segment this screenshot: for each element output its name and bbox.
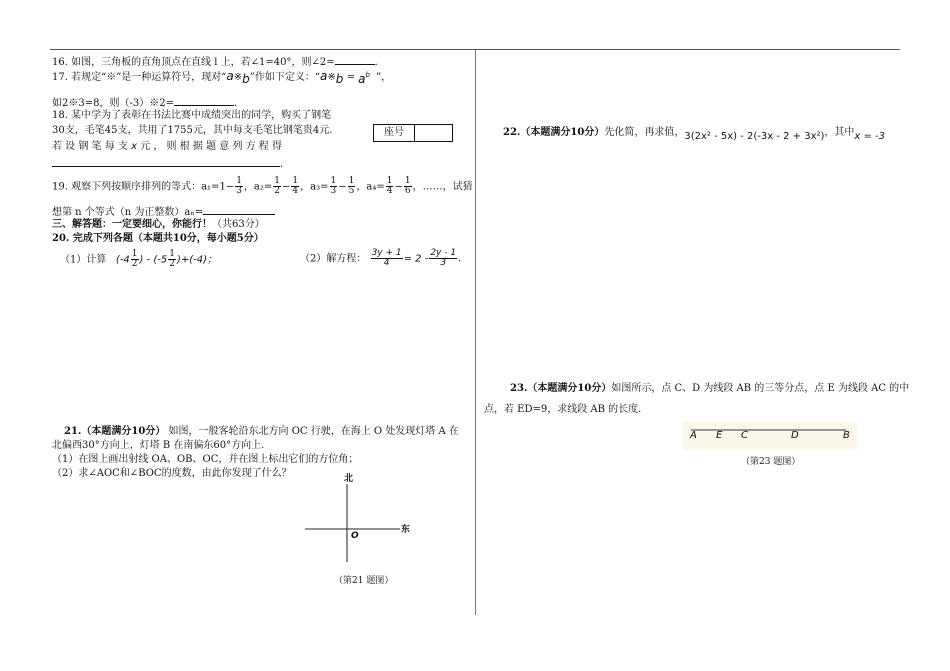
question-20-part2: （2）解方程： $\frac{3y + 1}{4}$ = 2 - $\frac{2y - 1}{3}$ . bbox=[300, 248, 462, 269]
question-18-line4: . bbox=[52, 157, 283, 170]
question-19-line1: 19. 观察下列按顺序排列的等式：a₁=1− $\frac{1}{3}$ ，a₂= $\frac{1}{2}$ − $\frac{1}{4}$ ，a₃= $\frac{1}{3}$ − $\frac{1}{5}$ ，a₄= $\frac{1}{4}$ − $\frac{1}{6}$ ，……，试猜 bbox=[52, 176, 473, 197]
question-17-line1: 17. 若规定“※”是一种运算符号，现对“a※b”作如下定义：“a※b = $a^b$ ”， bbox=[52, 69, 392, 86]
compass-axes-figure bbox=[300, 474, 420, 564]
question-23-line1: 23.（本题满分10分）如图所示，点 C、D 为线段 AB 的三等分点，点 E 为线段 AC 的中 bbox=[510, 383, 910, 394]
seat-label: 座号 bbox=[374, 125, 415, 141]
question-22: 22.（本题满分10分）先化简，再求值，3(2x² - 5x) - 2(-3x - 2 + 3x²)，其中x = -3 bbox=[503, 127, 886, 142]
question-21-line3: （1）在图上画出射线 OA、OB、OC，并在图上标出它们的方位角； bbox=[52, 454, 359, 465]
origin-label: O bbox=[351, 531, 359, 541]
question-18-line3: 若 设 钢 笔 每 支 x 元 ， 则 根 据 题 意 列 方 程 得 bbox=[52, 141, 282, 152]
point-c-label: C bbox=[741, 430, 748, 441]
question-23-line2: 点，若 ED=9，求线段 AB 的长度. bbox=[484, 404, 642, 415]
question-21-line4: （2）求∠AOC和∠BOC的度数，由此你发现了什么？ bbox=[52, 468, 292, 479]
section-3-heading: 三、解答题：一定要细心，你能行！（共63分） bbox=[52, 219, 265, 230]
point-e-label: E bbox=[716, 430, 723, 441]
question-18-line2: 30支，毛笔45支，共用了1755元，其中每支毛笔比钢笔贵4元. bbox=[52, 125, 333, 136]
east-label: 东 bbox=[401, 525, 411, 535]
answer-blank-18[interactable] bbox=[52, 157, 280, 167]
figure-21-caption: （第21 题图） bbox=[334, 576, 394, 586]
question-19-line2: 想第 n 个等式（n 为正整数）aₙ= bbox=[52, 205, 275, 218]
segment-figure bbox=[683, 422, 858, 450]
column-divider bbox=[475, 50, 476, 615]
point-a-label: A bbox=[690, 430, 697, 441]
question-20-part1: （1）计算 (-4 $\frac{1}{2}$ ) - (-5 $\frac{1}{2}$ )+(-4)； bbox=[60, 249, 218, 270]
question-20-heading: 20. 完成下列各题（本题共10分，每小题5分） bbox=[52, 233, 264, 244]
seat-number-box bbox=[373, 124, 453, 142]
question-18-line1: 18. 某中学为了表彰在书法比赛中成绩突出的同学，购买了钢笔 bbox=[52, 110, 332, 121]
point-b-label: B bbox=[843, 430, 850, 441]
question-21-line2: 北偏西30°方向上，灯塔 B 在南偏东60°方向上. bbox=[52, 440, 265, 451]
fraction: $\frac{1}{3}$ bbox=[236, 176, 242, 197]
question-16: 16. 如图，三角板的直角顶点在直线 l 上，若∠1=40°，则∠2= . bbox=[52, 57, 378, 68]
point-d-label: D bbox=[791, 430, 799, 441]
question-21-line1: 21.（本题满分10分） 如图，一般客轮沿东北方向 OC 行驶，在海上 O 处发现灯塔 A 在 bbox=[64, 426, 459, 437]
seat-value[interactable] bbox=[415, 125, 452, 141]
figure-23-caption: （第23 题图） bbox=[741, 457, 801, 467]
answer-blank-16[interactable] bbox=[335, 55, 375, 65]
answer-blank-17[interactable] bbox=[174, 96, 234, 106]
north-label: 北 bbox=[344, 474, 354, 484]
answer-blank-19[interactable] bbox=[203, 205, 275, 215]
question-17-line2: 如2※3=8，则（-3）※2= . bbox=[52, 98, 238, 109]
